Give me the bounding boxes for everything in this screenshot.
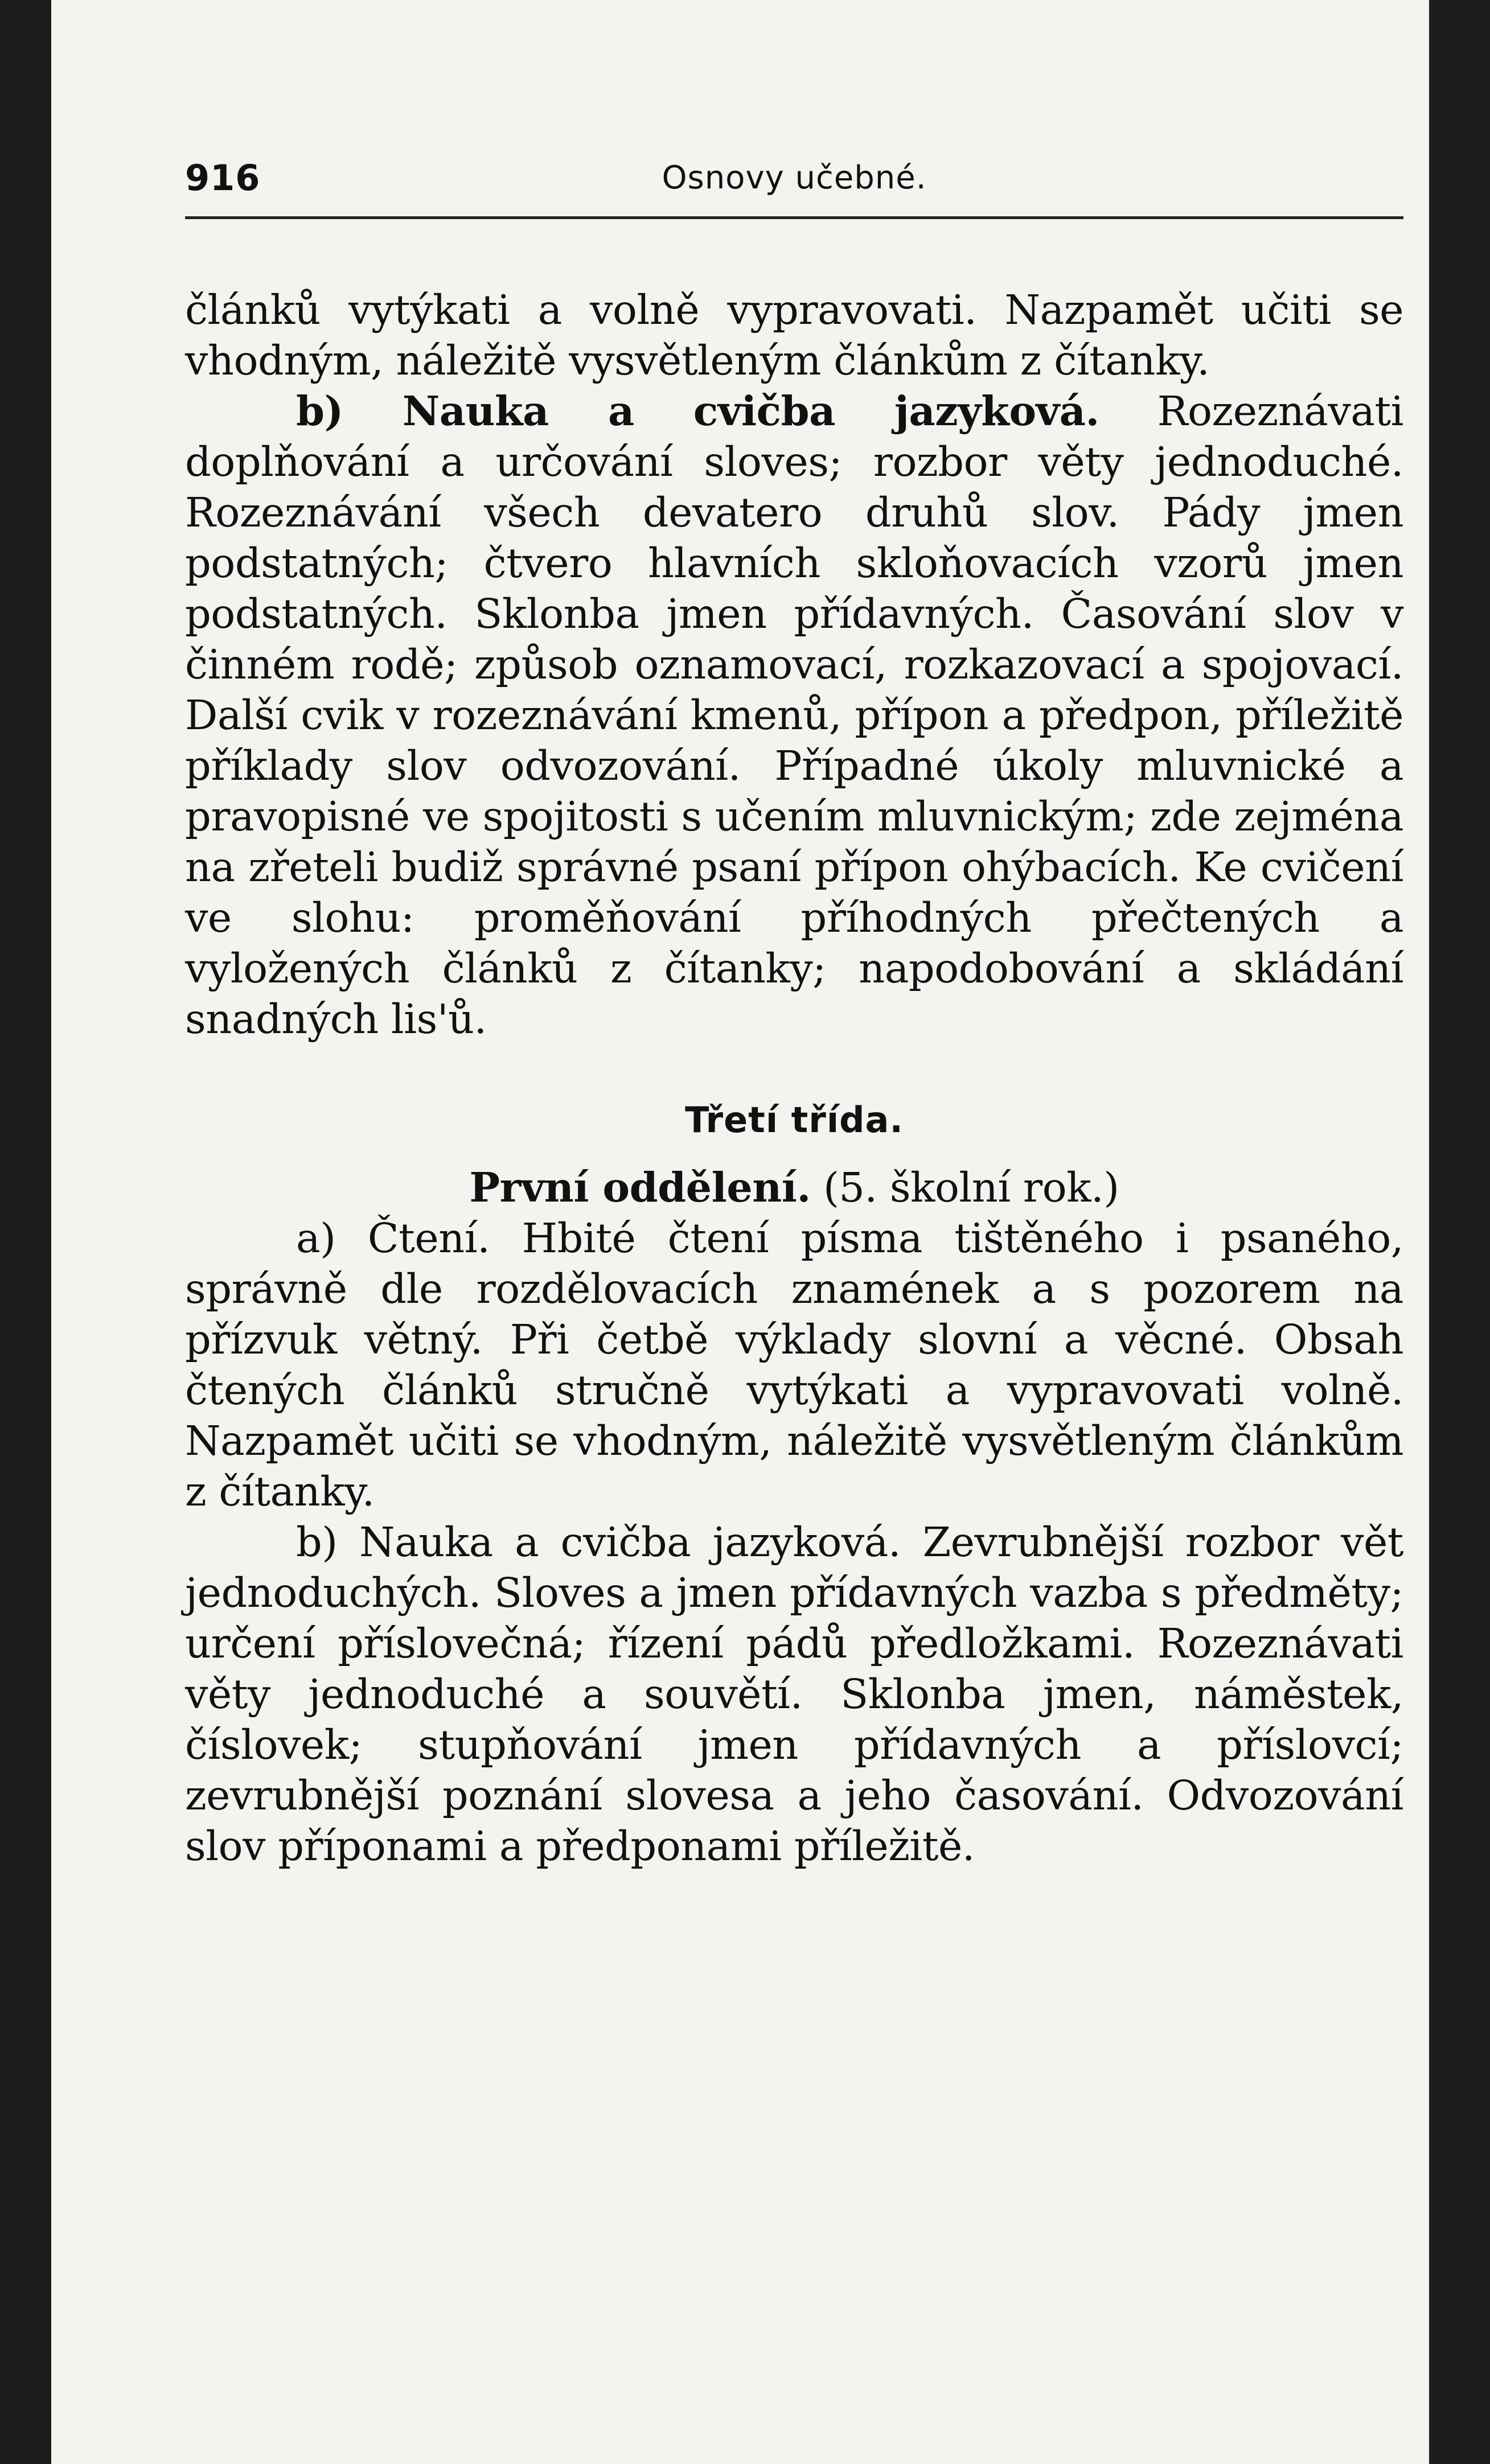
paragraph-label: b) Nauka a cvičba jazyková. — [296, 1519, 901, 1566]
page-header — [185, 157, 1403, 214]
header-rule — [185, 216, 1403, 219]
body-text — [185, 285, 1403, 1871]
paragraph-continuation: článků vytýkati a volně vypravovati. Nazpamět učiti se vhodným, náležitě vysvětleným článkům z čítanky. — [185, 286, 1403, 384]
paragraph-language-exercise-2 — [185, 1517, 1403, 1871]
book-page — [51, 0, 1429, 2464]
subsection-heading — [185, 1162, 1403, 1213]
page-number: 916 — [185, 157, 261, 199]
paragraph-text: Hbité čtení písma tištěného i psaného, správně dle rozdělovacích znamének a s pozorem na přízvuk větný. Při četbě výklady slovní a věcné. Obsah čtených článků stručně vytýkati a vypravovati volně. Nazpamět učiti se vhodným, náležitě vysvětleným článkům z čítanky. — [185, 1215, 1403, 1515]
paragraph-text: Rozeznávati doplňování a určování sloves; rozbor věty jednoduché. Rozeznávání všech devatero druhů slov. Pády jmen podstatných; čtvero hlavních skloňovacích vzorů jmen podstatných. Sklonba jmen přídavných. Časování slov v činném rodě; způsob oznamovací, rozkazovací a spojovací. Další cvik v rozeznávání kmenů, přípon a předpon, příležitě příklady slov odvozování. Případné úkoly mluvnické a pravopisné ve spojitosti s učením mluvnickým; zde zejména na zřeteli budiž správné psaní přípon ohýbacích. Ke cvičení ve slohu: proměňování příhodných přečtených a vyložených článků z čítanky; napodobování a skládání snadných lis'ů. — [185, 388, 1404, 1043]
section-heading: Třetí třída. — [685, 1099, 904, 1141]
paragraph-label: a) Čtení. — [296, 1215, 490, 1262]
paragraph-reading — [185, 1213, 1403, 1517]
running-title: Osnovy učebné. — [662, 159, 927, 196]
subsection-title: První oddělení. — [469, 1163, 811, 1211]
paragraph-label: b) Nauka a cvičba jazyková. — [296, 387, 1099, 435]
paragraph-language-exercise — [185, 386, 1403, 1044]
paragraph-text: Zevrubnější rozbor vět jednoduchých. Sloves a jmen přídavných vazba s předměty; určení příslovečná; řízení pádů předložkami. Rozeznávati věty jednoduché a souvětí. Sklonba jmen, náměstek, číslovek; stupňování jmen přídavných a příslovcí; zevrubnější poznání slovesa a jeho časování. Odvozování slov příponami a předponami příležitě. — [185, 1519, 1403, 1870]
subsection-note: (5. školní rok.) — [810, 1164, 1119, 1211]
